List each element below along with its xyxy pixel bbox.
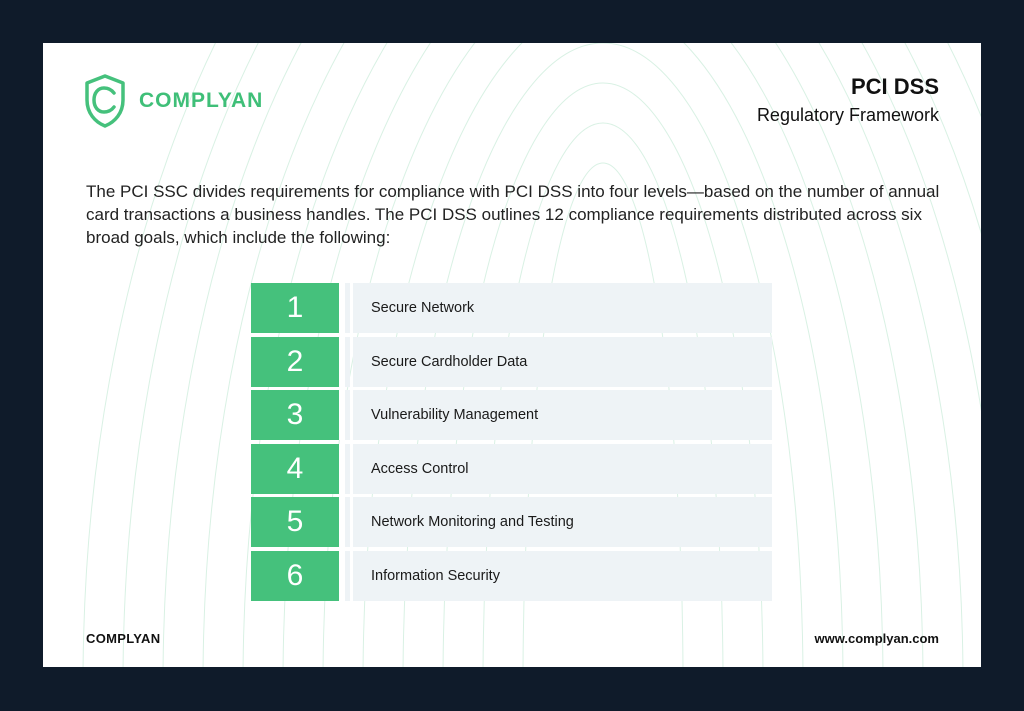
goal-row [251,283,772,333]
page-heading [757,73,939,127]
goal-row [251,390,772,440]
goal-number: 5 [251,497,339,547]
goal-label: Vulnerability Management [353,390,772,440]
brand-logo [83,73,263,129]
goal-separator [345,497,350,547]
shield-c-icon [83,73,127,129]
page-subtitle: Regulatory Framework [756,105,939,125]
goal-label: Access Control [353,444,772,494]
goal-separator [345,444,350,494]
goal-separator [345,283,350,333]
goal-number: 4 [251,444,339,494]
goal-number: 1 [251,283,339,333]
goal-row [251,551,772,601]
goal-label: Information Security [353,551,772,601]
brand-name: COMPLYAN [139,89,264,112]
goal-label: Network Monitoring and Testing [353,497,772,547]
goal-separator [345,390,350,440]
goal-row [251,444,772,494]
goal-row [251,497,772,547]
goal-number: 6 [251,551,339,601]
footer-website: www.complyan.com [814,631,939,646]
goal-label: Secure Cardholder Data [353,337,772,387]
intro-paragraph: The PCI SSC divides requirements for compliance with PCI DSS into four levels—based on the number of annual card transactions a business handles. The PCI DSS outlines 12 compliance requirements distributed across six broad goals, which include the following: [86,182,940,247]
goal-separator [345,551,350,601]
goal-label: Secure Network [353,283,772,333]
goal-number: 3 [251,390,339,440]
page-title: PCI DSS [850,74,939,99]
goal-row [251,337,772,387]
document-card [43,43,981,667]
goal-number: 2 [251,337,339,387]
goals-list [251,283,772,605]
footer-brand: COMPLYAN [86,631,161,646]
goal-separator [345,337,350,387]
